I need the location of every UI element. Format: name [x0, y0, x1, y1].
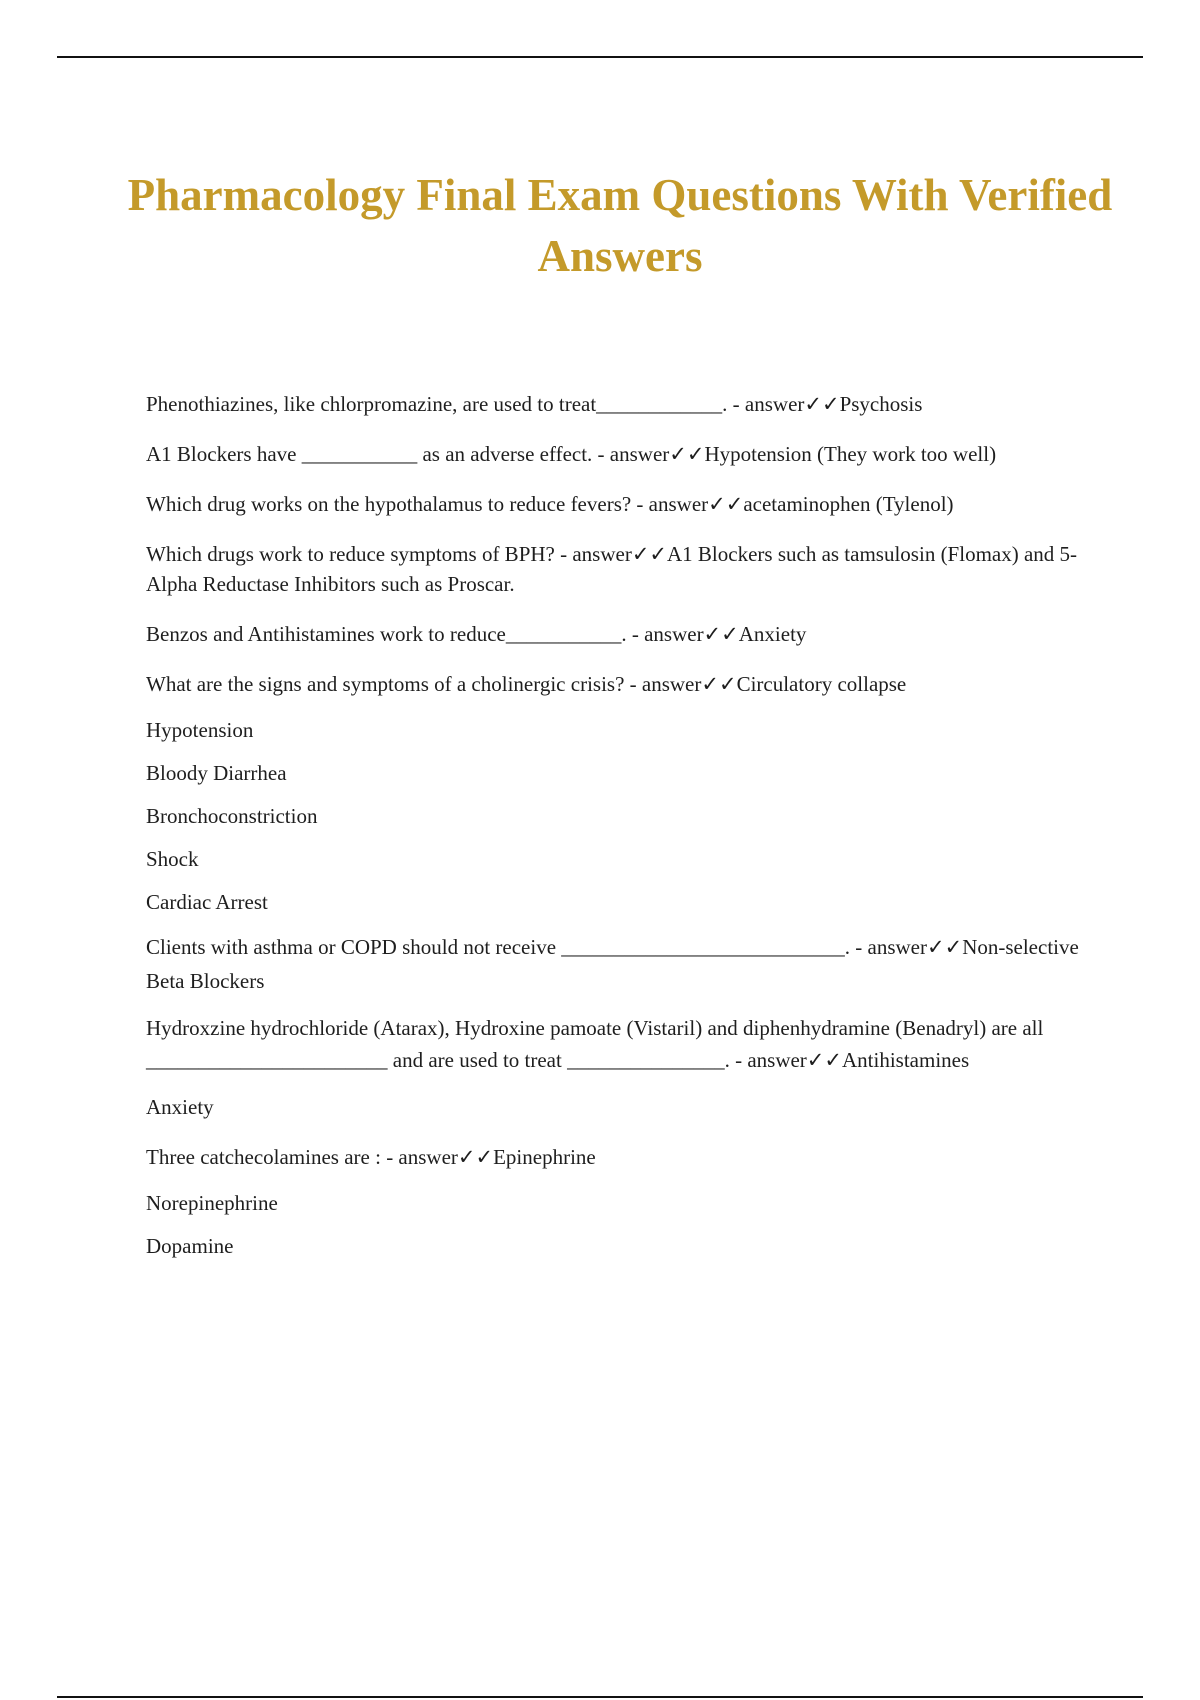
top-rule	[57, 56, 1143, 58]
paragraph: What are the signs and symptoms of a cholinergic crisis? - answer✓✓Circulatory collapse	[146, 672, 907, 696]
list-item: Norepinephrine	[146, 1191, 278, 1215]
paragraph: Three catchecolamines are : - answer✓✓Epinephrine	[146, 1145, 596, 1169]
document-title: Pharmacology Final Exam Questions With Verified Answers	[127, 170, 1113, 281]
list-item: Dopamine	[146, 1234, 234, 1258]
paragraph: Which drug works on the hypothalamus to reduce fevers? - answer✓✓acetaminophen (Tylenol)	[146, 492, 954, 516]
list-item: Anxiety	[146, 1095, 214, 1119]
bottom-rule	[57, 1696, 1143, 1698]
list-item: Cardiac Arrest	[146, 890, 268, 914]
list-item: Shock	[146, 847, 199, 871]
list-item: Bloody Diarrhea	[146, 761, 287, 785]
paragraph: Which drugs work to reduce symptoms of BPH? - answer✓✓A1 Blockers such as tamsulosin (Flomax) and 5-Alpha Reductase Inhibitors such as Proscar.	[146, 542, 1078, 596]
paragraph: Clients with asthma or COPD should not receive ___________________________. - answer✓✓Non-selective Beta Blockers	[146, 935, 1079, 993]
paragraph: Phenothiazines, like chlorpromazine, are used to treat____________. - answer✓✓Psychosis	[146, 392, 923, 416]
document-body	[146, 389, 1086, 1274]
paragraph: A1 Blockers have ___________ as an adverse effect. - answer✓✓Hypotension (They work too well)	[146, 442, 997, 466]
list-item: Hypotension	[146, 718, 254, 742]
paragraph: Benzos and Antihistamines work to reduce___________. - answer✓✓Anxiety	[146, 622, 807, 646]
paragraph: Hydroxzine hydrochloride (Atarax), Hydroxine pamoate (Vistaril) and diphenhydramine (Benadryl) are all _______________________ and are used to treat _______________. - answer✓✓Antihistamines	[146, 1016, 1044, 1072]
list-item: Bronchoconstriction	[146, 804, 318, 828]
